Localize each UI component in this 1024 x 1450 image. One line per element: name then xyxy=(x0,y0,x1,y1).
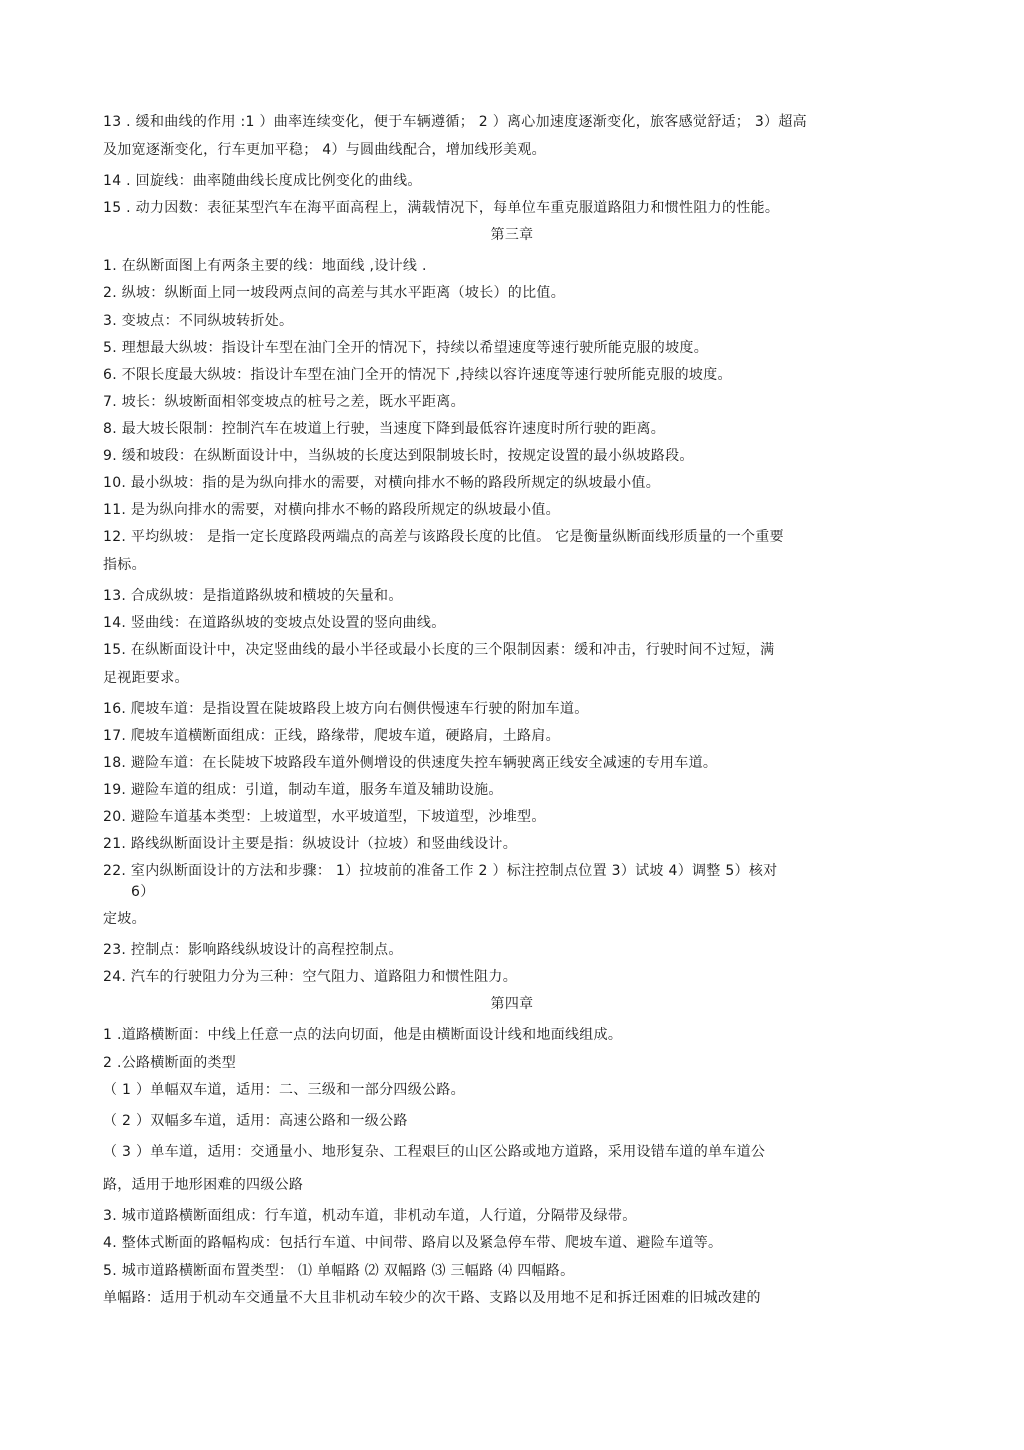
list-item: （ 1 ）单幅双车道，适用：二、三级和一部分四级公路。 xyxy=(103,1082,465,1098)
paragraph-line: 及加宽逐渐变化，行车更加平稳； 4）与圆曲线配合，增加线形美观。 xyxy=(103,142,546,158)
list-item: 18. 避险车道：在长陡坡下坡路段车道外侧增设的供速度失控车辆驶离正线安全减速的专用车道。 xyxy=(103,755,718,771)
list-item: 1. 在纵断面图上有两条主要的线：地面线 ,设计线 . xyxy=(103,258,427,274)
list-item: （ 2 ）双幅多车道，适用：高速公路和一级公路 xyxy=(103,1113,408,1129)
list-item: 指标。 xyxy=(103,557,146,573)
list-item: 3. 变坡点：不同纵坡转折处。 xyxy=(103,313,294,329)
list-item: （ 3 ）单车道，适用：交通量小、地形复杂、工程艰巨的山区公路或地方道路，采用设错车道的单车道公 xyxy=(103,1144,766,1160)
chapter-heading: 第四章 xyxy=(490,996,534,1012)
list-item: 9. 缓和坡段：在纵断面设计中，当纵坡的长度达到限制坡长时，按规定设置的最小纵坡路段。 xyxy=(103,448,694,464)
list-item: 19. 避险车道的组成：引道，制动车道，服务车道及辅助设施。 xyxy=(103,782,503,798)
list-item: 17. 爬坡车道横断面组成：正线，路缘带，爬坡车道，硬路肩，土路肩。 xyxy=(103,728,560,744)
list-item: 8. 最大坡长限制：控制汽车在坡道上行驶，当速度下降到最低容许速度时所行驶的距离。 xyxy=(103,421,666,437)
list-item: 10. 最小纵坡：指的是为纵向排水的需要，对横向排水不畅的路段所规定的纵坡最小值。 xyxy=(103,475,661,491)
list-item: 15. 在纵断面设计中，决定竖曲线的最小半径或最小长度的三个限制因素：缓和冲击，行驶时间不过短，满 xyxy=(103,642,775,658)
list-item: 4. 整体式断面的路幅构成：包括行车道、中间带、路肩以及紧急停车带、爬坡车道、避险车道等。 xyxy=(103,1235,723,1251)
list-item: 20. 避险车道基本类型：上坡道型，水平坡道型，下坡道型，沙堆型。 xyxy=(103,809,546,825)
list-item: 2. 纵坡：纵断面上同一坡段两点间的高差与其水平距离（坡长）的比值。 xyxy=(103,285,566,301)
list-item: 2 .公路横断面的类型 xyxy=(103,1055,237,1071)
paragraph-line: 13 . 缓和曲线的作用 :1 ）曲率连续变化，便于车辆遵循； 2 ）离心加速度逐渐变化，旅客感觉舒适； 3）超高 xyxy=(103,114,807,130)
list-item: 16. 爬坡车道：是指设置在陡坡路段上坡方向右侧供慢速车行驶的附加车道。 xyxy=(103,701,589,717)
chapter-heading: 第三章 xyxy=(490,227,534,243)
paragraph-line: 14 . 回旋线：曲率随曲线长度成比例变化的曲线。 xyxy=(103,173,422,189)
list-item: 22. 室内纵断面设计的方法和步骤： 1）拉坡前的准备工作 2 ）标注控制点位置 3）试坡 4）调整 5）核对 xyxy=(103,863,778,879)
list-item: 24. 汽车的行驶阻力分为三种：空气阻力、道路阻力和惯性阻力。 xyxy=(103,969,518,985)
list-item: 21. 路线纵断面设计主要是指：纵坡设计（拉坡）和竖曲线设计。 xyxy=(103,836,518,852)
list-item: 6. 不限长度最大纵坡：指设计车型在油门全开的情况下 ,持续以容许速度等速行驶所能克服的坡度。 xyxy=(103,367,732,383)
paragraph-line: 15 . 动力因数：表征某型汽车在海平面高程上，满载情况下，每单位车重克服道路阻力和惯性阻力的性能。 xyxy=(103,200,780,216)
list-item: 14. 竖曲线：在道路纵坡的变坡点处设置的竖向曲线。 xyxy=(103,615,446,631)
list-item: 5. 城市道路横断面布置类型： ⑴ 单幅路 ⑵ 双幅路 ⑶ 三幅路 ⑷ 四幅路。 xyxy=(103,1263,575,1279)
list-item: 23. 控制点：影响路线纵坡设计的高程控制点。 xyxy=(103,942,403,958)
list-item: 3. 城市道路横断面组成：行车道，机动车道，非机动车道，人行道，分隔带及绿带。 xyxy=(103,1208,637,1224)
list-item: 1 .道路横断面：中线上任意一点的法向切面，他是由横断面设计线和地面线组成。 xyxy=(103,1027,623,1043)
list-item: 13. 合成纵坡：是指道路纵坡和横坡的矢量和。 xyxy=(103,588,403,604)
paragraph-line: 单幅路：适用于机动车交通量不大且非机动车较少的次干路、支路以及用地不足和拆迁困难的旧城改建的 xyxy=(103,1290,761,1306)
list-item: 足视距要求。 xyxy=(103,670,189,686)
list-item-continuation: 路，适用于地形困难的四级公路 xyxy=(103,1177,304,1193)
list-item: 5. 理想最大纵坡：指设计车型在油门全开的情况下，持续以希望速度等速行驶所能克服的坡度。 xyxy=(103,340,709,356)
list-item: 12. 平均纵坡： 是指一定长度路段两端点的高差与该路段长度的比值。 它是衡量纵断面线形质量的一个重要 xyxy=(103,529,784,545)
list-item: 7. 坡长：纵坡断面相邻变坡点的桩号之差，既水平距离。 xyxy=(103,394,465,410)
list-item-continuation: 定坡。 xyxy=(103,911,146,927)
list-item-continuation: 6） xyxy=(131,884,155,900)
list-item: 11. 是为纵向排水的需要，对横向排水不畅的路段所规定的纵坡最小值。 xyxy=(103,502,560,518)
